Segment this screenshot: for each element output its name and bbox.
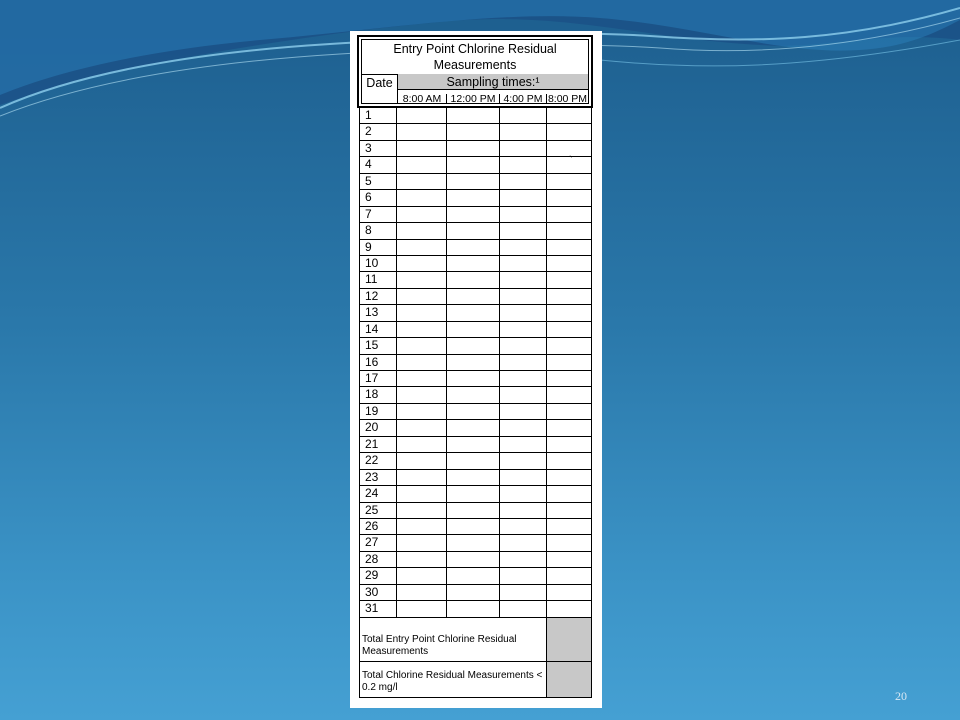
stray-mark: `: [569, 155, 573, 168]
date-column-header: Date: [362, 74, 398, 103]
day-row: [360, 470, 591, 486]
measurement-cell[interactable]: [500, 404, 547, 419]
time-header-8pm: 8:00 PM: [547, 92, 588, 105]
day-number: 2: [360, 124, 397, 139]
measurement-cell[interactable]: [447, 256, 500, 271]
measurement-cell[interactable]: [547, 470, 591, 485]
measurement-cell[interactable]: [397, 420, 447, 435]
time-header-8am: 8:00 AM: [398, 94, 447, 103]
measurement-cell[interactable]: [397, 437, 447, 452]
measurement-cell[interactable]: [500, 568, 547, 583]
measurement-cell[interactable]: [547, 437, 591, 452]
day-row: [360, 568, 591, 584]
day-row: [360, 124, 591, 140]
day-row: [360, 437, 591, 453]
day-number: 11: [360, 272, 397, 287]
measurement-cell[interactable]: [397, 272, 447, 287]
measurement-cell[interactable]: [500, 387, 547, 402]
measurement-cell[interactable]: [500, 305, 547, 320]
measurement-cell[interactable]: [397, 157, 447, 172]
measurement-cell[interactable]: [500, 108, 547, 123]
total-measurements-cell[interactable]: [547, 618, 591, 661]
measurement-cell[interactable]: [547, 371, 591, 386]
measurement-cell[interactable]: [500, 519, 547, 534]
chlorine-log-form: [350, 31, 602, 708]
measurement-cell[interactable]: [447, 420, 500, 435]
measurement-cell[interactable]: [500, 535, 547, 550]
page-number: 20: [895, 689, 907, 703]
measurement-cell[interactable]: [447, 470, 500, 485]
day-row: [360, 207, 591, 223]
measurement-cell[interactable]: [547, 240, 591, 255]
measurement-cell[interactable]: [397, 371, 447, 386]
measurement-cell[interactable]: [447, 305, 500, 320]
day-number: 27: [360, 535, 397, 550]
day-row: [360, 289, 591, 305]
measurement-cell[interactable]: [447, 585, 500, 600]
measurement-cell[interactable]: [397, 552, 447, 567]
day-number: 24: [360, 486, 397, 501]
measurement-cell[interactable]: [447, 322, 500, 337]
measurement-cell[interactable]: [500, 470, 547, 485]
measurement-cell[interactable]: [447, 568, 500, 583]
day-number: 17: [360, 371, 397, 386]
measurement-cell[interactable]: [397, 174, 447, 189]
measurement-cell[interactable]: [547, 256, 591, 271]
day-number: 22: [360, 453, 397, 468]
day-row: [360, 585, 591, 601]
measurement-cell[interactable]: [397, 223, 447, 238]
day-row: [360, 355, 591, 371]
measurement-cell[interactable]: [447, 437, 500, 452]
measurement-cell[interactable]: [547, 420, 591, 435]
measurement-cell[interactable]: [397, 519, 447, 534]
measurement-cell[interactable]: [447, 108, 500, 123]
day-row: [360, 108, 591, 124]
measurement-cell[interactable]: [500, 322, 547, 337]
measurement-cell[interactable]: [547, 157, 591, 172]
measurement-cell[interactable]: [397, 453, 447, 468]
day-row: [360, 404, 591, 420]
time-header-12pm: 12:00 PM: [447, 94, 500, 103]
measurement-cell[interactable]: [547, 601, 591, 616]
measurement-cell[interactable]: [500, 174, 547, 189]
measurement-cell[interactable]: [500, 486, 547, 501]
day-number: 21: [360, 437, 397, 452]
day-number: 16: [360, 355, 397, 370]
measurement-cell[interactable]: [547, 305, 591, 320]
measurement-cell[interactable]: [397, 338, 447, 353]
measurement-cell[interactable]: [447, 240, 500, 255]
measurement-cell[interactable]: [397, 404, 447, 419]
day-row: [360, 503, 591, 519]
total-low-row: [360, 662, 591, 697]
measurement-cell[interactable]: [447, 157, 500, 172]
measurement-cell[interactable]: [500, 190, 547, 205]
total-low-label: Total Chlorine Residual Measurements < 0.2 mg/l: [360, 662, 547, 697]
measurement-cell[interactable]: [500, 437, 547, 452]
measurement-cell[interactable]: [397, 240, 447, 255]
measurement-cell[interactable]: [547, 519, 591, 534]
measurement-cell[interactable]: [397, 535, 447, 550]
measurement-cell[interactable]: [447, 486, 500, 501]
measurement-cell[interactable]: [547, 585, 591, 600]
measurement-cell[interactable]: [447, 272, 500, 287]
measurement-cell[interactable]: [547, 568, 591, 583]
day-number: 8: [360, 223, 397, 238]
measurement-cell[interactable]: [447, 552, 500, 567]
measurement-cell[interactable]: [447, 190, 500, 205]
measurement-cell[interactable]: [447, 207, 500, 222]
day-number: 23: [360, 470, 397, 485]
measurement-cell[interactable]: [547, 338, 591, 353]
measurement-cell[interactable]: [500, 256, 547, 271]
measurement-cell[interactable]: [547, 552, 591, 567]
day-row: [360, 338, 591, 354]
measurement-cell[interactable]: [447, 601, 500, 616]
measurement-cell[interactable]: [397, 568, 447, 583]
day-number: 28: [360, 552, 397, 567]
measurement-cell[interactable]: [547, 124, 591, 139]
measurement-cell[interactable]: [500, 272, 547, 287]
measurement-cell[interactable]: [397, 387, 447, 402]
measurement-cell[interactable]: [397, 585, 447, 600]
measurement-cell[interactable]: [500, 552, 547, 567]
day-row: [360, 174, 591, 190]
measurement-cell[interactable]: [547, 535, 591, 550]
day-row: [360, 420, 591, 436]
measurement-cell[interactable]: [397, 355, 447, 370]
measurement-cell[interactable]: [547, 207, 591, 222]
day-row: [360, 486, 591, 502]
day-number: 19: [360, 404, 397, 419]
measurement-cell[interactable]: [500, 289, 547, 304]
day-number: 5: [360, 174, 397, 189]
day-number: 7: [360, 207, 397, 222]
day-number: 29: [360, 568, 397, 583]
day-number: 31: [360, 601, 397, 616]
measurement-cell[interactable]: [547, 322, 591, 337]
day-number: 14: [360, 322, 397, 337]
measurement-cell[interactable]: [447, 371, 500, 386]
measurement-cell[interactable]: [447, 223, 500, 238]
measurement-cell[interactable]: [447, 338, 500, 353]
day-row: [360, 256, 591, 272]
measurement-cell[interactable]: [547, 174, 591, 189]
measurement-cell[interactable]: [397, 601, 447, 616]
measurement-cell[interactable]: [397, 486, 447, 501]
day-number: 18: [360, 387, 397, 402]
measurement-cell[interactable]: [547, 223, 591, 238]
measurement-cell[interactable]: [447, 355, 500, 370]
day-number: 4: [360, 157, 397, 172]
measurement-cell[interactable]: [500, 503, 547, 518]
measurement-cell[interactable]: [500, 371, 547, 386]
measurement-cell[interactable]: [500, 601, 547, 616]
measurement-cell[interactable]: [547, 355, 591, 370]
form-title: Entry Point Chlorine Residual Measurements: [362, 40, 588, 75]
day-number: 3: [360, 141, 397, 156]
day-row: [360, 305, 591, 321]
day-number: 9: [360, 240, 397, 255]
measurement-cell[interactable]: [500, 157, 547, 172]
sampling-times-header: Sampling times:¹: [398, 74, 588, 90]
measurement-cell[interactable]: [500, 420, 547, 435]
measurement-cell[interactable]: [397, 207, 447, 222]
total-low-cell[interactable]: [547, 662, 591, 697]
sampling-times-row: [398, 94, 588, 103]
measurement-cell[interactable]: [397, 124, 447, 139]
day-row: [360, 453, 591, 469]
day-row: [360, 157, 591, 173]
measurement-cell[interactable]: [447, 535, 500, 550]
measurement-cell[interactable]: [500, 141, 547, 156]
measurement-cell[interactable]: [447, 404, 500, 419]
day-row: [360, 322, 591, 338]
day-number: 6: [360, 190, 397, 205]
measurement-cell[interactable]: [547, 108, 591, 123]
measurement-cell[interactable]: [500, 223, 547, 238]
measurement-cell[interactable]: [547, 453, 591, 468]
measurement-cell[interactable]: [547, 190, 591, 205]
day-row: [360, 190, 591, 206]
measurement-cell[interactable]: [397, 141, 447, 156]
measurement-cell[interactable]: [500, 453, 547, 468]
measurement-cell[interactable]: [447, 387, 500, 402]
day-row: [360, 535, 591, 551]
time-header-4pm: 4:00 PM: [500, 94, 547, 103]
measurement-cell[interactable]: [500, 338, 547, 353]
day-number: 30: [360, 585, 397, 600]
measurement-cell[interactable]: [397, 289, 447, 304]
day-number: 12: [360, 289, 397, 304]
measurement-cell[interactable]: [547, 141, 591, 156]
day-row: [360, 141, 591, 157]
measurement-cell[interactable]: [447, 124, 500, 139]
measurement-cell[interactable]: [397, 108, 447, 123]
day-row: [360, 272, 591, 288]
measurement-cell[interactable]: [500, 585, 547, 600]
day-row: [360, 371, 591, 387]
measurement-cell[interactable]: [447, 289, 500, 304]
measurement-cell[interactable]: [447, 141, 500, 156]
day-number: 15: [360, 338, 397, 353]
measurement-cell[interactable]: [397, 256, 447, 271]
day-row: [360, 223, 591, 239]
measurement-grid: [359, 106, 592, 698]
day-number: 20: [360, 420, 397, 435]
day-row: [360, 240, 591, 256]
measurement-cell[interactable]: [447, 503, 500, 518]
day-number: 13: [360, 305, 397, 320]
day-number: 1: [360, 108, 397, 123]
measurement-cell[interactable]: [500, 124, 547, 139]
measurement-cell[interactable]: [447, 453, 500, 468]
form-header: [357, 35, 593, 108]
total-measurements-row: [360, 618, 591, 662]
day-row: [360, 387, 591, 403]
day-number: 26: [360, 519, 397, 534]
measurement-cell[interactable]: [397, 470, 447, 485]
measurement-cell[interactable]: [447, 174, 500, 189]
measurement-cell[interactable]: [547, 289, 591, 304]
measurement-cell[interactable]: [547, 387, 591, 402]
measurement-cell[interactable]: [397, 322, 447, 337]
measurement-cell[interactable]: [500, 207, 547, 222]
measurement-cell[interactable]: [397, 305, 447, 320]
measurement-cell[interactable]: [397, 503, 447, 518]
day-row: [360, 519, 591, 535]
day-row: [360, 601, 591, 617]
measurement-cell[interactable]: [547, 486, 591, 501]
day-number: 25: [360, 503, 397, 518]
day-number: 10: [360, 256, 397, 271]
measurement-cell[interactable]: [500, 355, 547, 370]
day-row: [360, 552, 591, 568]
measurement-cell[interactable]: [447, 519, 500, 534]
measurement-cell[interactable]: [547, 272, 591, 287]
measurement-cell[interactable]: [500, 240, 547, 255]
measurement-cell[interactable]: [397, 190, 447, 205]
measurement-cell[interactable]: [547, 404, 591, 419]
measurement-cell[interactable]: [547, 503, 591, 518]
total-measurements-label: Total Entry Point Chlorine Residual Measurements: [360, 618, 547, 661]
